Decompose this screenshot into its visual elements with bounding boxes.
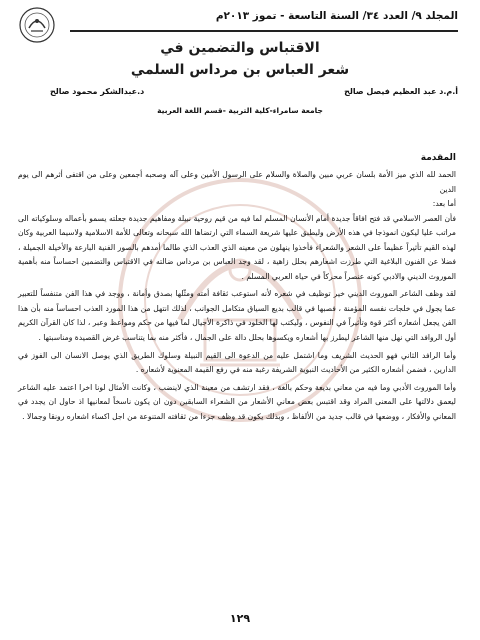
title-line-1: الاقتباس والتضمين في (160, 40, 320, 56)
author-second: د.عبدالشكر محمود صالح (50, 87, 145, 96)
page-number: ١٢٩ (229, 612, 251, 625)
paragraph: أما بعد: (432, 199, 456, 209)
section-heading: المقدمة (420, 153, 456, 163)
title-line-2: شعر العباس بن مرداس السلمي (130, 62, 350, 78)
running-head-text: المجلد ٩/ العدد ٣٤/ السنة التاسعة - تموز ٢٠١٣م (215, 10, 458, 22)
affiliation: جامعة سامراء-كلية التربية -قسم اللغة العربية (157, 106, 323, 115)
body-text (18, 168, 456, 424)
paragraph: وأما الموروث الأدبي وما فيه من معاني بديعة وحكم بالغة ، فقد ارتشف من معينة الذي لاينضب ، وكانت الأمثال لونا اخرا اعتمد عليه الشاعر ليعمق دلالتها على المعنى المراد وقد اقتبس بعض معاني الأشعار من الشعراء السابقين دون ان يكون ناسخاً لمعانيها اذ حاول ان يجدد في المعاني والأفكار ، ووضعها في قالب جديد من الألفاظ ، وبذلك يكون قد وظف جزءا من ثقافته المتنوعة من اجل اكساء اشعاره رونقا وجمالا . (18, 382, 456, 421)
journal-logo-icon (16, 6, 58, 44)
running-header (70, 10, 458, 30)
paragraph: وأما الرافد الثاني فهو الحديث الشريف وما اشتمل عليه من الدعوة الى القيم النبيلة وسلوك الطريق الذي يوصل الانسان الى الفوز في الدارين ، فضمن أشعاره الكثير من الأحاديث النبوية الشريفة رغبة منه في رفع القيمة المعنوية لأشعاره . (18, 350, 456, 375)
header-rule (70, 30, 458, 32)
paragraph: فأن العصر الاسلامي قد فتح افاقاً جديدة أمام الأنسان المسلم لما فيه من قيم روحية نبيلة ومفاهيم جديدة جعلته يسمو بأعماله وسلوكياته الى مراتب عليا ليكون انموذجا في هذه الأرض وليطبق عليها شريعة السماء التي ارتضاها الله سبحانه وتعالى للأمة الاسلامية ولاسيما العربية وكان لهذه القيم تأثيراً عظيماً على الشعر والشعراء فأخذوا ينهلون من معينه الذي العذب الذي طالما أمدهم بالصور الفنية البارعة والأخيلة الجميلة ، فضلا عن الفنون البلاغية التي طرزت اشعارهم بحلل زاهية ، لقد وجد العباس بن مرداس ضالته في الاقتباس والتضمين احساساً منه بأهمية الموروث الديني والادبي كونه عنصراً محركاً في حياة العربي المسلم . (18, 213, 456, 281)
author-first: أ.م.د عبد العظيم فيصل صالح (344, 87, 458, 96)
paragraph: الحمد لله الذي ميز الأمة بلسان عربي مبين والصلاة والسلام على الرسول الأمين وعلى آله وصحبه أجمعين وعلى من اقتفى أثرهم الى يوم الدين (18, 170, 456, 194)
paragraph: لقد وظف الشاعر الموروث الديني خير توظيف في شعره لأنه استوعب ثقافة أمته ومثّلها بصدق وأمانة ، ووجد في هذا الفن متنفساً للتعبير عما يجول في خلجات نفسه المؤمنة ، فصبها في قالب بديع السياق متكامل الجوانب ، لذلك انتهل من هذا المورد العذب احساساً منه بأن هذا الفن يجعل أشعاره أكثر قوة وتأثيراً في النفوس ، وليكتب لها الخلود في ذاكرة الأجيال لما فيها من حكم ومواعظ وعبر ، لذا كان القرآن الكريم أول الروافد التي نهل منها الشاعر ليطرز بها أشعاره ويكسوها بحلل دالة على الجمال ، فأكثر منه بما يتناسب غرض القصيدة ومناسبتها . (18, 289, 456, 343)
